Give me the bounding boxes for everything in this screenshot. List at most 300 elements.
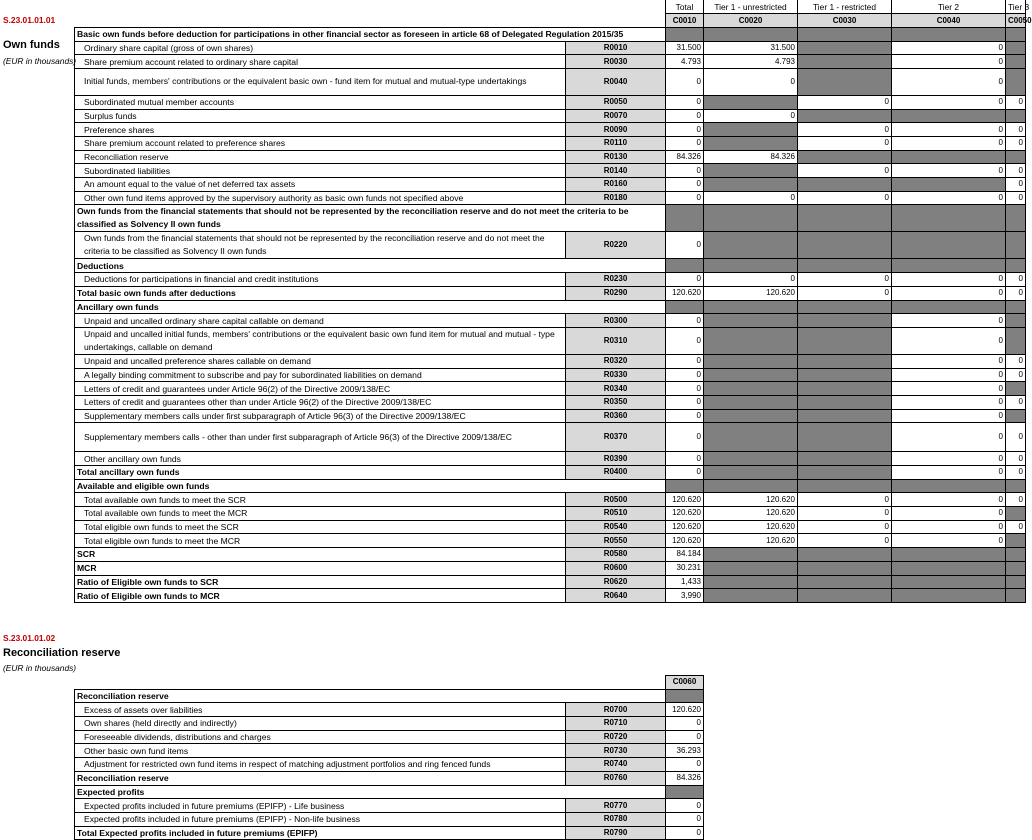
value-cell: 0	[666, 354, 704, 368]
row-label: Expected profits	[75, 785, 666, 799]
value-cell: 0	[892, 452, 1006, 466]
row-label: Deductions for participations in financial and credit institutions	[75, 273, 566, 287]
value-cell: 0	[666, 314, 704, 328]
table-row	[75, 561, 1026, 575]
grey-cell	[1006, 109, 1026, 123]
value-cell: 0	[892, 327, 1006, 354]
row-code: R0360	[566, 409, 666, 423]
value-cell: 0	[892, 286, 1006, 300]
grey-cell	[1006, 409, 1026, 423]
grey-cell	[704, 548, 798, 562]
table-row	[75, 368, 1026, 382]
value-cell: 0	[798, 123, 892, 137]
row-label: Subordinated mutual member accounts	[75, 95, 566, 109]
row-code: R0510	[566, 507, 666, 521]
value-cell: 0	[704, 191, 798, 205]
grey-cell	[666, 689, 704, 703]
row-code: R0760	[566, 771, 666, 785]
column-header-c0030: Tier 1 - restricted	[798, 0, 892, 14]
value-cell: 0	[666, 368, 704, 382]
grey-cell	[1006, 314, 1026, 328]
value-cell: 0	[1006, 466, 1026, 480]
value-cell: 0	[666, 68, 704, 95]
grey-cell	[1006, 507, 1026, 521]
value-cell: 0	[892, 164, 1006, 178]
value-cell: 0	[1006, 95, 1026, 109]
value-cell: 0	[666, 95, 704, 109]
value-cell: 0	[892, 314, 1006, 328]
column-header-c0040: Tier 2	[892, 0, 1006, 14]
grey-cell	[1006, 534, 1026, 548]
section-header-row	[75, 689, 704, 703]
value-cell: 0	[666, 109, 704, 123]
value-cell: 84.326	[666, 150, 704, 164]
value-cell: 0	[666, 382, 704, 396]
value-cell: 0	[798, 137, 892, 151]
grey-cell	[1006, 27, 1026, 41]
grey-cell	[704, 452, 798, 466]
row-code: R0790	[566, 826, 666, 840]
column-header-c0050: Tier 3	[1006, 0, 1026, 14]
blank-cell	[75, 0, 566, 14]
value-cell: 0	[1006, 368, 1026, 382]
grey-cell	[704, 205, 798, 232]
value-cell: 0	[892, 68, 1006, 95]
row-label: Expected profits included in future premiums (EPIFP) - Non-life business	[75, 812, 566, 826]
section-header-row	[75, 205, 1026, 232]
value-cell: 0	[1006, 493, 1026, 507]
value-cell: 0	[704, 109, 798, 123]
row-label: Reconciliation reserve	[75, 150, 566, 164]
value-cell: 0	[798, 520, 892, 534]
blank-cell	[75, 676, 566, 690]
row-label: Ancillary own funds	[75, 300, 666, 314]
reconciliation-reserve-table	[74, 675, 704, 840]
column-code: C0010	[666, 14, 704, 28]
value-cell: 0	[1006, 137, 1026, 151]
column-code: C0060	[666, 676, 704, 690]
row-code: R0580	[566, 548, 666, 562]
value-cell: 0	[1006, 273, 1026, 287]
table-row	[75, 466, 1026, 480]
value-cell: 0	[798, 507, 892, 521]
value-cell: 1,433	[666, 575, 704, 589]
value-cell: 0	[704, 68, 798, 95]
grey-cell	[892, 575, 1006, 589]
row-label: A legally binding commitment to subscribe and pay for subordinated liabilities on demand	[75, 368, 566, 382]
value-cell: 0	[892, 41, 1006, 55]
value-cell: 0	[798, 191, 892, 205]
grey-cell	[798, 27, 892, 41]
value-cell: 0	[666, 232, 704, 259]
section-header-row	[75, 479, 1026, 493]
grey-cell	[666, 205, 704, 232]
grey-cell	[798, 479, 892, 493]
row-label: Letters of credit and guarantees under Article 96(2) of the Directive 2009/138/EC	[75, 382, 566, 396]
row-code: R0070	[566, 109, 666, 123]
grey-cell	[892, 27, 1006, 41]
grey-cell	[892, 205, 1006, 232]
row-code: R0140	[566, 164, 666, 178]
value-cell: 120.620	[666, 286, 704, 300]
value-cell: 0	[666, 826, 704, 840]
row-label: Unpaid and uncalled preference shares callable on demand	[75, 354, 566, 368]
table-row	[75, 548, 1026, 562]
table-row	[75, 382, 1026, 396]
row-code: R0700	[566, 703, 666, 717]
grey-cell	[1006, 55, 1026, 69]
grey-cell	[1006, 589, 1026, 603]
row-label: Reconciliation reserve	[75, 689, 666, 703]
grey-cell	[704, 409, 798, 423]
value-cell: 0	[892, 382, 1006, 396]
grey-cell	[798, 395, 892, 409]
value-cell: 0	[666, 191, 704, 205]
row-label: Share premium account related to preference shares	[75, 137, 566, 151]
value-cell: 3,990	[666, 589, 704, 603]
row-label: Other ancillary own funds	[75, 452, 566, 466]
grey-cell	[1006, 259, 1026, 273]
value-cell: 0	[666, 452, 704, 466]
row-code: R0180	[566, 191, 666, 205]
value-cell: 0	[1006, 178, 1026, 192]
grey-cell	[704, 368, 798, 382]
row-code: R0710	[566, 717, 666, 731]
value-cell: 0	[892, 507, 1006, 521]
row-label: Excess of assets over liabilities	[75, 703, 566, 717]
row-code: R0540	[566, 520, 666, 534]
row-label: Adjustment for restricted own fund items in respect of matching adjustment portfolios and ring fenced funds	[75, 758, 566, 772]
row-label: SCR	[75, 548, 566, 562]
grey-cell	[798, 368, 892, 382]
table-row	[75, 95, 1026, 109]
value-cell: 0	[798, 493, 892, 507]
section-title: Reconciliation reserve	[3, 647, 121, 659]
section-header-row	[75, 27, 1026, 41]
row-label: Total available own funds to meet the SCR	[75, 493, 566, 507]
row-label: Unpaid and uncalled ordinary share capital callable on demand	[75, 314, 566, 328]
row-label: Ratio of Eligible own funds to SCR	[75, 575, 566, 589]
section-subtitle: (EUR in thousands)	[3, 56, 77, 66]
grey-cell	[704, 327, 798, 354]
grey-cell	[1006, 548, 1026, 562]
table-row	[75, 191, 1026, 205]
table-row	[75, 409, 1026, 423]
grey-cell	[798, 354, 892, 368]
grey-cell	[1006, 300, 1026, 314]
row-code: R0010	[566, 41, 666, 55]
row-code: R0640	[566, 589, 666, 603]
row-code: R0370	[566, 423, 666, 452]
grey-cell	[704, 466, 798, 480]
table-row	[75, 314, 1026, 328]
row-code: R0310	[566, 327, 666, 354]
section-code: S.23.01.01.01	[3, 15, 56, 25]
grey-cell	[704, 259, 798, 273]
grey-cell	[1006, 575, 1026, 589]
value-cell: 31.500	[666, 41, 704, 55]
value-cell: 0	[798, 286, 892, 300]
blank-cell	[566, 0, 666, 14]
grey-cell	[704, 95, 798, 109]
table-row	[75, 354, 1026, 368]
row-code: R0390	[566, 452, 666, 466]
grey-cell	[892, 300, 1006, 314]
table-row	[75, 273, 1026, 287]
row-label: Total ancillary own funds	[75, 466, 566, 480]
value-cell: 0	[892, 354, 1006, 368]
table-row	[75, 178, 1026, 192]
table-row	[75, 799, 704, 813]
grey-cell	[798, 548, 892, 562]
grey-cell	[1006, 68, 1026, 95]
row-code: R0130	[566, 150, 666, 164]
grey-cell	[704, 314, 798, 328]
grey-cell	[1006, 479, 1026, 493]
row-label: Unpaid and uncalled initial funds, members' contributions or the equivalent basic own fund item for mutual and mutual - type undertakings, callable on demand	[75, 327, 566, 354]
row-code: R0040	[566, 68, 666, 95]
row-code: R0220	[566, 232, 666, 259]
row-code: R0340	[566, 382, 666, 396]
row-label: Deductions	[75, 259, 666, 273]
row-label: Ratio of Eligible own funds to MCR	[75, 589, 566, 603]
value-cell: 4.793	[666, 55, 704, 69]
value-cell: 120.620	[666, 703, 704, 717]
row-code: R0780	[566, 812, 666, 826]
row-label: Initial funds, members' contributions or the equivalent basic own - fund item for mutual and mutual-type undertakings	[75, 68, 566, 95]
grey-cell	[666, 27, 704, 41]
grey-cell	[798, 382, 892, 396]
value-cell: 0	[666, 395, 704, 409]
row-code: R0550	[566, 534, 666, 548]
table-row	[75, 744, 704, 758]
row-label: Reconciliation reserve	[75, 771, 566, 785]
table-row	[75, 286, 1026, 300]
grey-cell	[666, 300, 704, 314]
table-row	[75, 520, 1026, 534]
row-label: An amount equal to the value of net deferred tax assets	[75, 178, 566, 192]
column-code-row	[75, 676, 704, 690]
grey-cell	[798, 41, 892, 55]
row-label: Own funds from the financial statements that should not be represented by the reconciliation reserve and do not meet the criteria to be classified as Solvency II own funds	[75, 205, 666, 232]
grey-cell	[892, 561, 1006, 575]
row-label: MCR	[75, 561, 566, 575]
value-cell: 0	[892, 520, 1006, 534]
grey-cell	[704, 479, 798, 493]
grey-cell	[704, 178, 798, 192]
value-cell: 120.620	[666, 493, 704, 507]
grey-cell	[666, 479, 704, 493]
table-row	[75, 150, 1026, 164]
value-cell: 84.326	[666, 771, 704, 785]
grey-cell	[1006, 382, 1026, 396]
blank-cell	[566, 676, 666, 690]
row-code: R0050	[566, 95, 666, 109]
value-cell: 31.500	[704, 41, 798, 55]
table-row	[75, 771, 704, 785]
grey-cell	[798, 232, 892, 259]
row-label: Total eligible own funds to meet the MCR	[75, 534, 566, 548]
grey-cell	[704, 137, 798, 151]
value-cell: 120.620	[704, 507, 798, 521]
row-code: R0320	[566, 354, 666, 368]
value-cell: 84.184	[666, 548, 704, 562]
row-code: R0770	[566, 799, 666, 813]
table-row	[75, 703, 704, 717]
table-row	[75, 826, 704, 840]
value-cell: 120.620	[704, 534, 798, 548]
value-cell: 0	[892, 409, 1006, 423]
row-label: Total eligible own funds to meet the SCR	[75, 520, 566, 534]
table-row	[75, 164, 1026, 178]
row-label: Available and eligible own funds	[75, 479, 666, 493]
row-code: R0160	[566, 178, 666, 192]
row-code: R0030	[566, 55, 666, 69]
table-row	[75, 575, 1026, 589]
grey-cell	[666, 259, 704, 273]
grey-cell	[798, 259, 892, 273]
grey-cell	[704, 300, 798, 314]
table-row	[75, 423, 1026, 452]
value-cell: 120.620	[666, 534, 704, 548]
table-row	[75, 137, 1026, 151]
own-funds-table	[74, 0, 1032, 603]
grey-cell	[892, 259, 1006, 273]
grey-cell	[892, 232, 1006, 259]
value-cell: 120.620	[704, 286, 798, 300]
value-cell: 0	[1006, 395, 1026, 409]
value-cell: 0	[704, 273, 798, 287]
grey-cell	[704, 164, 798, 178]
value-cell: 120.620	[704, 493, 798, 507]
grey-cell	[798, 327, 892, 354]
value-cell: 0	[1006, 520, 1026, 534]
value-cell: 0	[666, 799, 704, 813]
value-cell: 0	[666, 409, 704, 423]
grey-cell	[704, 382, 798, 396]
value-cell: 0	[666, 812, 704, 826]
value-cell: 0	[892, 123, 1006, 137]
grey-cell	[1006, 41, 1026, 55]
value-cell: 36.293	[666, 744, 704, 758]
table-row	[75, 55, 1026, 69]
column-header-row	[75, 0, 1026, 14]
section-header-row	[75, 259, 1026, 273]
table-row	[75, 717, 704, 731]
grey-cell	[798, 589, 892, 603]
grey-cell	[704, 123, 798, 137]
value-cell: 0	[1006, 452, 1026, 466]
value-cell: 0	[798, 534, 892, 548]
row-label: Own shares (held directly and indirectly)	[75, 717, 566, 731]
grey-cell	[666, 785, 704, 799]
value-cell: 0	[666, 758, 704, 772]
grey-cell	[704, 561, 798, 575]
column-code: C0020	[704, 14, 798, 28]
row-code: R0090	[566, 123, 666, 137]
row-label: Basic own funds before deduction for participations in other financial sector as foreseen in article 68 of Delegated Regulation 2015/35	[75, 27, 666, 41]
table-row	[75, 68, 1026, 95]
row-code: R0720	[566, 730, 666, 744]
row-code: R0300	[566, 314, 666, 328]
grey-cell	[798, 466, 892, 480]
grey-cell	[798, 409, 892, 423]
column-header-c0020: Tier 1 - unrestricted	[704, 0, 798, 14]
section-code: S.23.01.01.02	[3, 633, 56, 643]
table-row	[75, 395, 1026, 409]
row-label: Surplus funds	[75, 109, 566, 123]
grey-cell	[704, 354, 798, 368]
row-label: Share premium account related to ordinary share capital	[75, 55, 566, 69]
row-code: R0400	[566, 466, 666, 480]
grey-cell	[798, 68, 892, 95]
grey-cell	[798, 55, 892, 69]
value-cell: 0	[892, 423, 1006, 452]
value-cell: 84.326	[704, 150, 798, 164]
value-cell: 30.231	[666, 561, 704, 575]
row-code: R0290	[566, 286, 666, 300]
value-cell: 0	[666, 273, 704, 287]
row-label: Expected profits included in future premiums (EPIFP) - Life business	[75, 799, 566, 813]
table-row	[75, 758, 704, 772]
table-row	[75, 589, 1026, 603]
grey-cell	[1006, 561, 1026, 575]
row-code: R0110	[566, 137, 666, 151]
row-code: R0330	[566, 368, 666, 382]
row-code: R0620	[566, 575, 666, 589]
row-label: Subordinated liabilities	[75, 164, 566, 178]
grey-cell	[798, 205, 892, 232]
grey-cell	[798, 300, 892, 314]
row-label: Other own fund items approved by the supervisory authority as basic own funds not specified above	[75, 191, 566, 205]
value-cell: 0	[666, 164, 704, 178]
grey-cell	[1006, 205, 1026, 232]
row-label: Foreseeable dividends, distributions and charges	[75, 730, 566, 744]
value-cell: 0	[892, 466, 1006, 480]
grey-cell	[1006, 232, 1026, 259]
table-row	[75, 452, 1026, 466]
table-row	[75, 327, 1026, 354]
grey-cell	[704, 423, 798, 452]
row-label: Total available own funds to meet the MCR	[75, 507, 566, 521]
row-code: R0730	[566, 744, 666, 758]
value-cell: 0	[666, 137, 704, 151]
grey-cell	[892, 548, 1006, 562]
grey-cell	[892, 178, 1006, 192]
value-cell: 0	[1006, 354, 1026, 368]
value-cell: 0	[798, 164, 892, 178]
table-row	[75, 109, 1026, 123]
grey-cell	[798, 314, 892, 328]
table-row	[75, 41, 1026, 55]
value-cell: 0	[666, 717, 704, 731]
value-cell: 0	[1006, 191, 1026, 205]
section-title: Own funds	[3, 39, 60, 51]
table-row	[75, 493, 1026, 507]
row-label: Supplementary members calls - other than under first subparagraph of Article 96(3) of the Directive 2009/138/EC	[75, 423, 566, 452]
value-cell: 4.793	[704, 55, 798, 69]
grey-cell	[798, 575, 892, 589]
table-row	[75, 123, 1026, 137]
grey-cell	[704, 27, 798, 41]
grey-cell	[892, 109, 1006, 123]
column-code-row	[75, 14, 1026, 28]
value-cell: 0	[892, 191, 1006, 205]
value-cell: 0	[666, 466, 704, 480]
row-code: R0230	[566, 273, 666, 287]
grey-cell	[798, 452, 892, 466]
table-row	[75, 730, 704, 744]
